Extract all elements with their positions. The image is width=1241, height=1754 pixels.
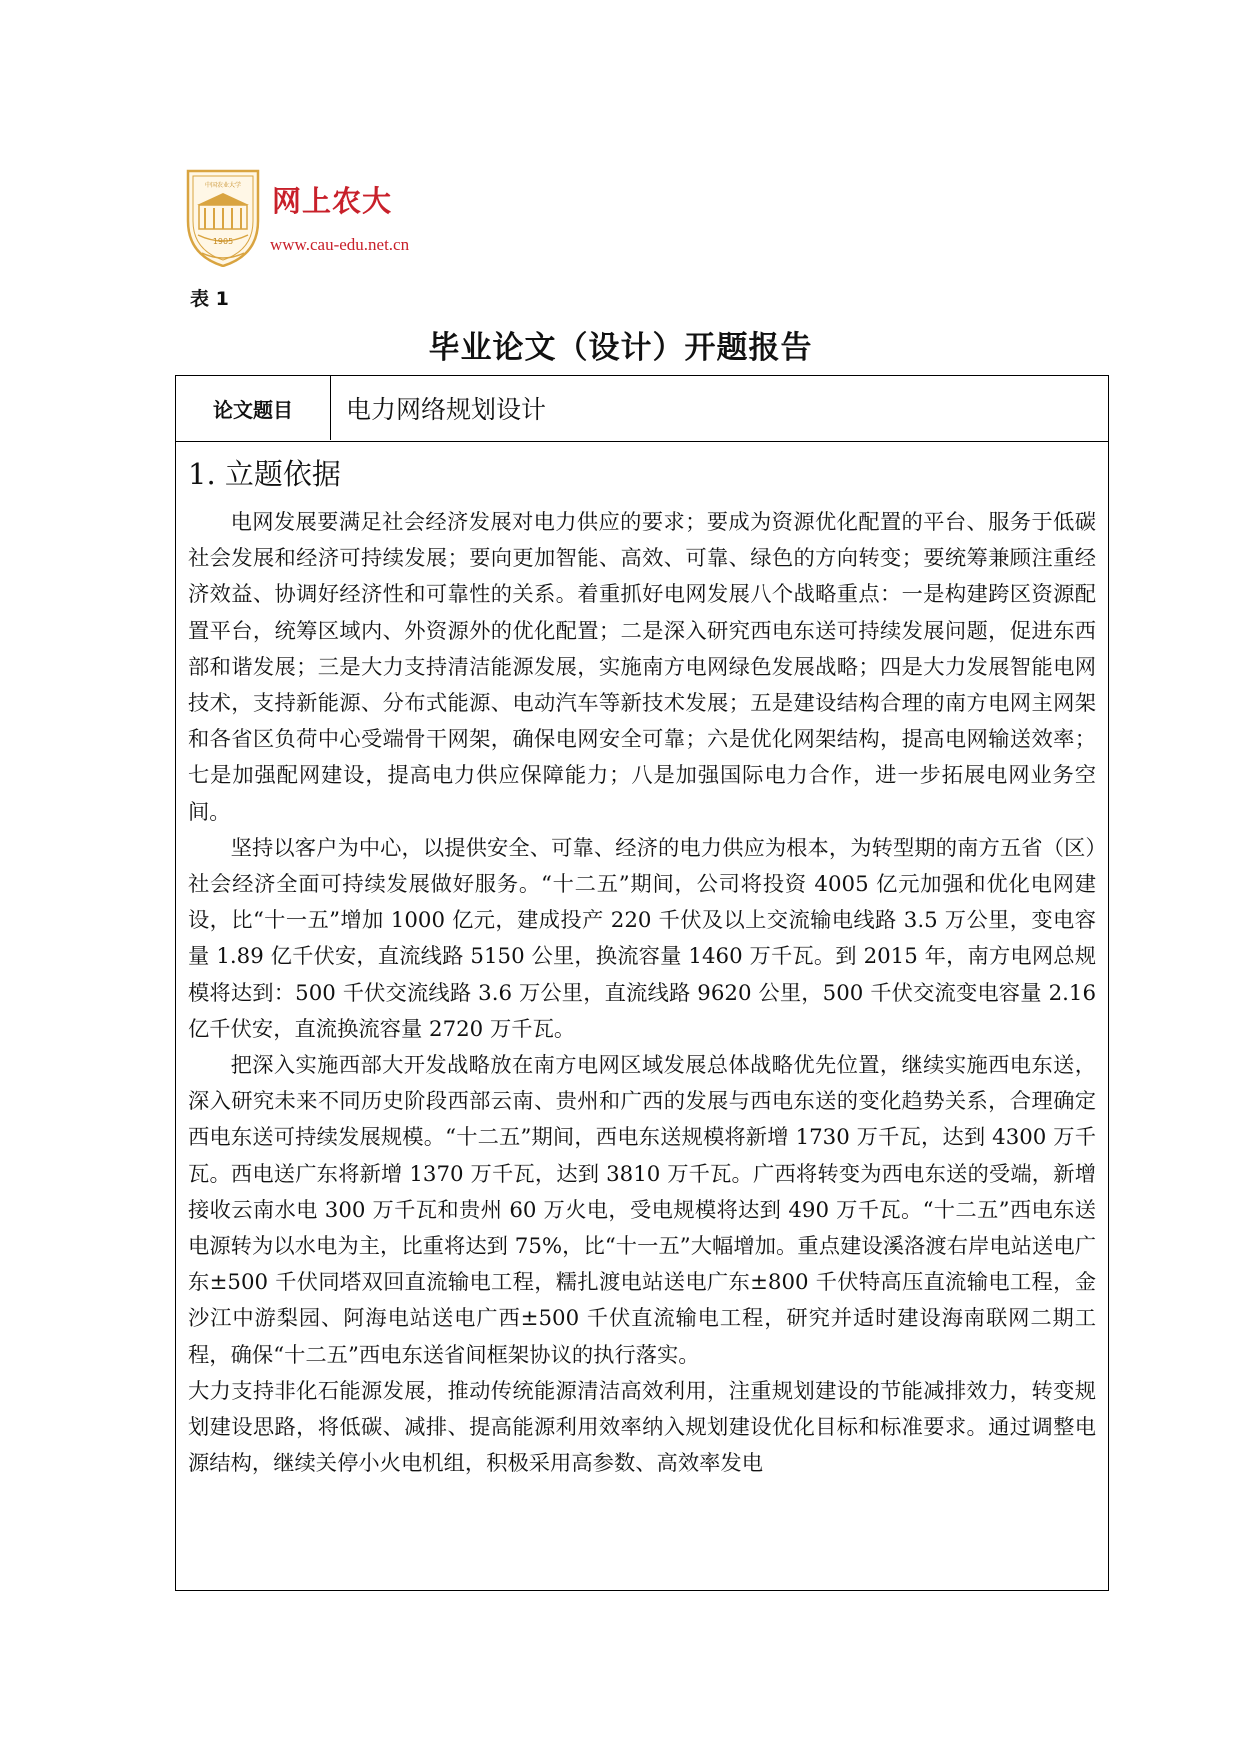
paragraph-1: 电网发展要满足社会经济发展对电力供应的要求；要成为资源优化配置的平台、服务于低碳社会发展和经济可持续发展；要向更加智能、高效、可靠、绿色的方向转变；要统筹兼顾注重经济效益、协调好经济性和可靠性的关系。着重抓好电网发展八个战略重点：一是构建跨区资源配置平台，统筹区域内、外资源外的优化配置；二是深入研究西电东送可持续发展问题，促进东西部和谐发展；三是大力支持清洁能源发展，实施南方电网绿色发展战略；四是大力发展智能电网技术，支持新能源、分布式能源、电动汽车等新技术发展；五是建设结构合理的南方电网主网架和各省区负荷中心受端骨干网架，确保电网安全可靠；六是优化网架结构，提高电网输送效率；七是加强配网建设，提高电力供应保障能力；八是加强国际电力合作，进一步拓展电网业务空间。 bbox=[188, 510, 1096, 825]
document-title: 毕业论文（设计）开题报告 bbox=[428, 330, 813, 366]
topic-row bbox=[176, 376, 1108, 442]
paragraph-4: 大力支持非化石能源发展，推动传统能源清洁高效利用，注重规划建设的节能减排效力，转变规划建设思路，将低碳、减排、提高能源利用效率纳入规划建设优化目标和标准要求。通过调整电源结构，继续关停小火电机组，积极采用高参数、高效率发电 bbox=[188, 1378, 1096, 1477]
logo-url: www.cau-edu.net.cn bbox=[270, 235, 410, 254]
svg-text:中国农业大学: 中国农业大学 bbox=[204, 182, 242, 189]
university-seal-icon bbox=[184, 163, 262, 267]
section-content bbox=[188, 505, 1096, 1482]
table-label: 表 1 bbox=[190, 288, 229, 310]
report-table bbox=[175, 375, 1109, 1591]
logo-title: 网上农大 bbox=[272, 184, 393, 218]
paragraph-3: 把深入实施西部大开发战略放在南方电网区域发展总体战略优先位置，继续实施西电东送，深入研究未来不同历史阶段西部云南、贵州和广西的发展与西电东送的变化趋势关系，合理确定西电东送可持续发展规模。“十二五”期间，西电东送规模将新增 1730 万千瓦，达到 4300 万千瓦。西电送广东将新增 1370 万千瓦，达到 3810 万千瓦。广西将转变为西电东送的受端，新增接收云南水电 300 万千瓦和贵州 60 万火电，受电规模将达到 490 万千瓦。“十二五”西电东送电源转为以水电为主，比重将达到 75%，比“十一五”大幅增加。重点建设溪洛渡右岸电站送电广东±500 千伏同塔双回直流输电工程，糯扎渡电站送电广东±800 千伏特高压直流输电工程，金沙江中游梨园、阿海电站送电广西±500 千伏直流输电工程，研究并适时建设海南联网二期工程，确保“十二五”西电东送省间框架协议的执行落实。 bbox=[188, 1053, 1096, 1368]
topic-label: 论文题目 bbox=[176, 376, 331, 440]
logo bbox=[184, 163, 454, 269]
topic-value: 电力网络规划设计 bbox=[346, 395, 547, 424]
paragraph-2: 坚持以客户为中心，以提供安全、可靠、经济的电力供应为根本，为转型期的南方五省（区）社会经济全面可持续发展做好服务。“十二五”期间，公司将投资 4005 亿元加强和优化电网建设，比“十一五”增加 1000 亿元，建成投产 220 千伏及以上交流输电线路 3.5 万公里，变电容量 1.89 亿千伏安，直流线路 5150 公里，换流容量 1460 万千瓦。到 2015 年，南方电网总规模将达到：500 千伏交流线路 3.6 万公里，直流线路 9620 公里，500 千伏交流变电容量 2.16 亿千伏安，直流换流容量 2720 万千瓦。 bbox=[188, 835, 1096, 1042]
seal-year: 1905 bbox=[212, 237, 234, 246]
section-heading: 1. 立题依据 bbox=[188, 457, 341, 491]
